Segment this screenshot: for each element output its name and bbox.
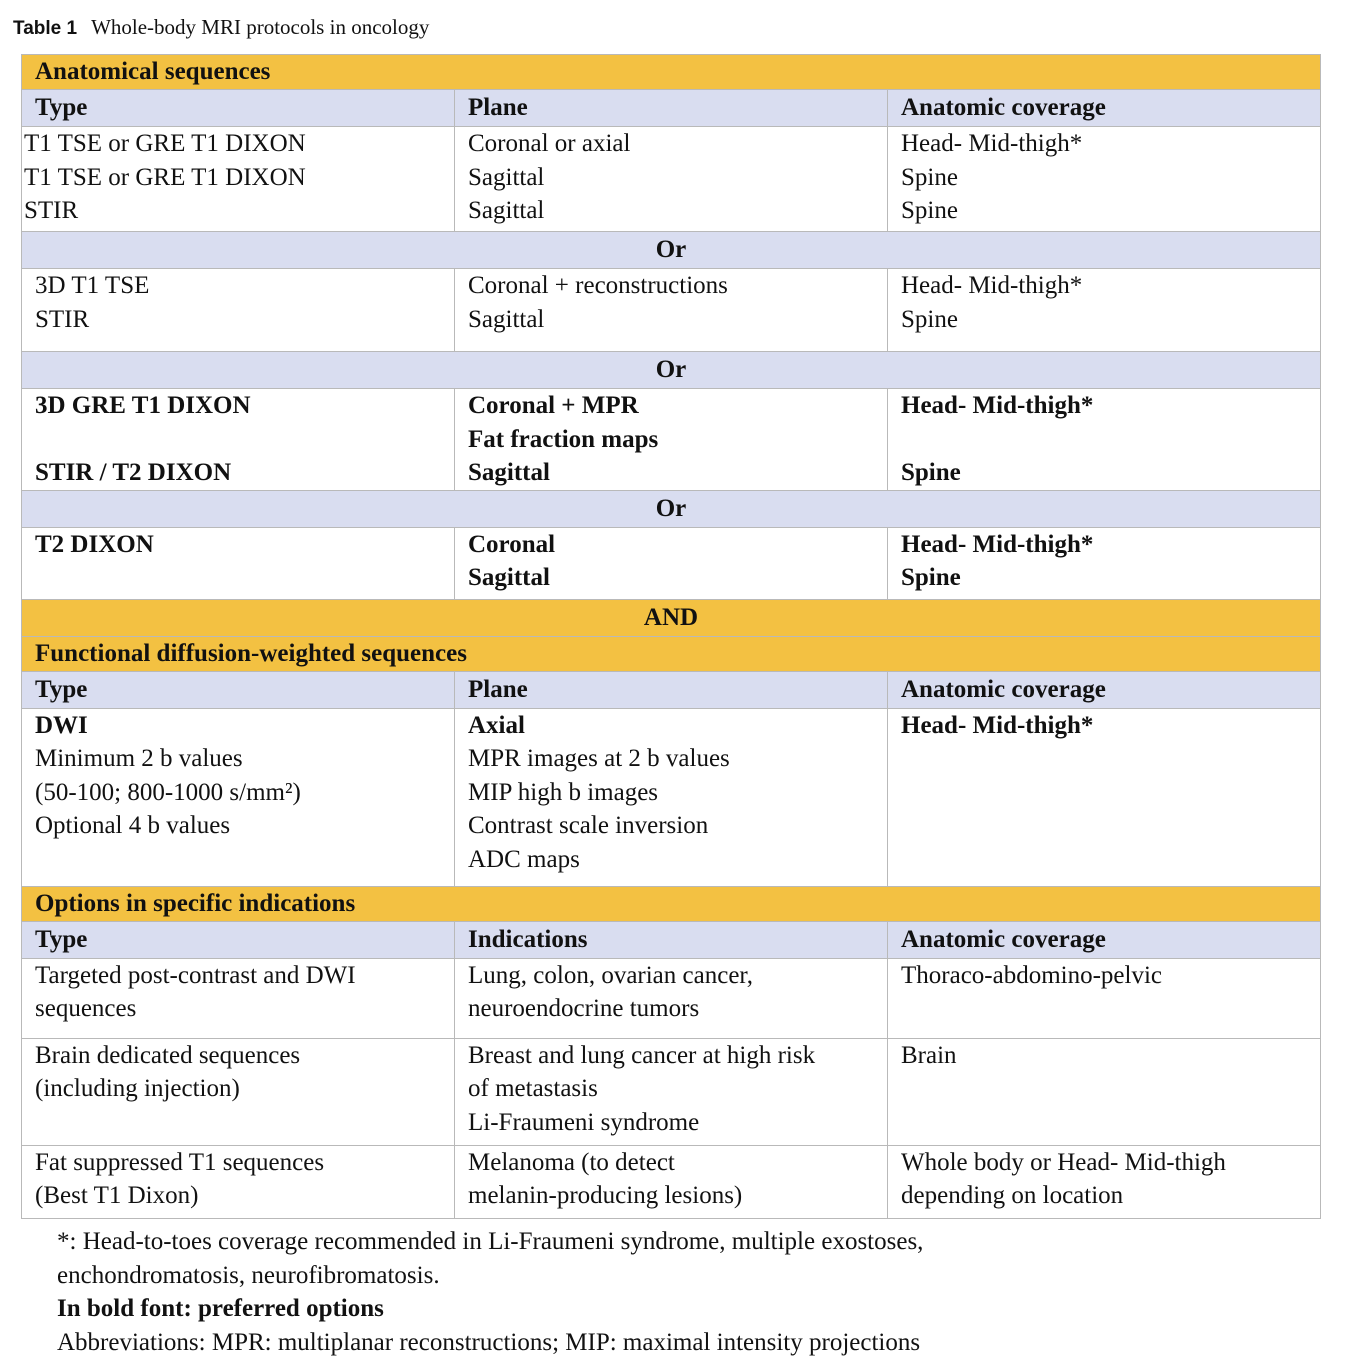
cell-coverage: Head- Mid-thigh* Spine — [888, 389, 1321, 491]
or-label: Or — [22, 490, 1321, 527]
or-separator — [22, 352, 1321, 389]
cell-plane — [455, 708, 888, 886]
section-row-functional — [22, 636, 1321, 671]
dwi-title: DWI — [35, 711, 88, 739]
footnote-line-1: *: Head-to-toes coverage recommended in Li-Fraumeni syndrome, multiple exostoses, — [57, 1228, 924, 1255]
cell-indications: Breast and lung cancer at high risk of metastasis Li-Fraumeni syndrome — [455, 1038, 888, 1145]
cell-coverage: Head- Mid-thigh* — [888, 708, 1321, 886]
and-label: AND — [22, 599, 1321, 636]
header-row — [22, 671, 1321, 708]
header-coverage: Anatomic coverage — [888, 671, 1321, 708]
cell-type — [22, 708, 455, 886]
cell-plane: Coronal + MPR Fat fraction maps Sagittal — [455, 389, 888, 491]
section-title-anatomical: Anatomical sequences — [22, 55, 1321, 90]
table-row — [22, 127, 1321, 232]
and-separator — [22, 599, 1321, 636]
cell-coverage: Head- Mid-thigh* Spine — [888, 527, 1321, 599]
table-caption — [13, 15, 429, 40]
header-type: Type — [22, 90, 455, 127]
table-row — [22, 958, 1321, 1038]
bold-font-note: In bold font: preferred options — [57, 1295, 384, 1322]
abbreviations-note: Abbreviations: MPR: multiplanar reconstructions; MIP: maximal intensity projections — [57, 1328, 921, 1356]
or-separator — [22, 490, 1321, 527]
cell-type: Fat suppressed T1 sequences (Best T1 Dixon) — [22, 1145, 455, 1218]
table-label: Table 1 — [13, 18, 78, 39]
table-row — [22, 527, 1321, 599]
cell-indications: Melanoma (to detect melanin-producing lesions) — [455, 1145, 888, 1218]
protocol-table — [21, 54, 1321, 1219]
table-row-dwi — [22, 708, 1321, 886]
header-indications: Indications — [455, 921, 888, 958]
cell-plane: Coronal Sagittal — [455, 527, 888, 599]
cell-type: T1 TSE or GRE T1 DIXON T1 TSE or GRE T1 DIXON STIR — [22, 127, 455, 232]
header-row — [22, 90, 1321, 127]
cell-type: T2 DIXON — [22, 527, 455, 599]
cell-type: Targeted post-contrast and DWI sequences — [22, 958, 455, 1038]
dwi-plane-title: Axial — [468, 711, 525, 739]
header-plane: Plane — [455, 671, 888, 708]
or-separator — [22, 232, 1321, 269]
table-notes — [57, 1225, 923, 1359]
cell-coverage: Whole body or Head- Mid-thigh depending on location — [888, 1145, 1321, 1218]
header-coverage: Anatomic coverage — [888, 90, 1321, 127]
cell-type: Brain dedicated sequences (including injection) — [22, 1038, 455, 1145]
table-row — [22, 389, 1321, 491]
or-label: Or — [22, 232, 1321, 269]
section-title-functional: Functional diffusion-weighted sequences — [22, 636, 1321, 671]
dwi-details: Minimum 2 b values (50-100; 800-1000 s/mm²) Optional 4 b values — [35, 745, 301, 839]
cell-type: 3D T1 TSE STIR — [22, 269, 455, 352]
header-coverage: Anatomic coverage — [888, 921, 1321, 958]
footnote-line-2: enchondromatosis, neurofibromatosis. — [57, 1261, 440, 1289]
cell-plane: Coronal + reconstructions Sagittal — [455, 269, 888, 352]
cell-coverage: Head- Mid-thigh* Spine Spine — [888, 127, 1321, 232]
header-type: Type — [22, 671, 455, 708]
cell-indications: Lung, colon, ovarian cancer, neuroendocrine tumors — [455, 958, 888, 1038]
section-row-anatomical — [22, 55, 1321, 90]
cell-coverage: Brain — [888, 1038, 1321, 1145]
header-plane: Plane — [455, 90, 888, 127]
header-row — [22, 921, 1321, 958]
table-row — [22, 1145, 1321, 1218]
cell-plane: Coronal or axial Sagittal Sagittal — [455, 127, 888, 232]
table-row — [22, 1038, 1321, 1145]
cell-coverage: Thoraco-abdomino-pelvic — [888, 958, 1321, 1038]
or-label: Or — [22, 352, 1321, 389]
section-row-options — [22, 886, 1321, 921]
cell-coverage: Head- Mid-thigh* Spine — [888, 269, 1321, 352]
cell-type: 3D GRE T1 DIXON STIR / T2 DIXON — [22, 389, 455, 491]
header-type: Type — [22, 921, 455, 958]
section-title-options: Options in specific indications — [22, 886, 1321, 921]
table-title: Whole-body MRI protocols in oncology — [91, 15, 430, 39]
dwi-plane-details: MPR images at 2 b values MIP high b images Contrast scale inversion ADC maps — [468, 745, 730, 873]
table-row — [22, 269, 1321, 352]
